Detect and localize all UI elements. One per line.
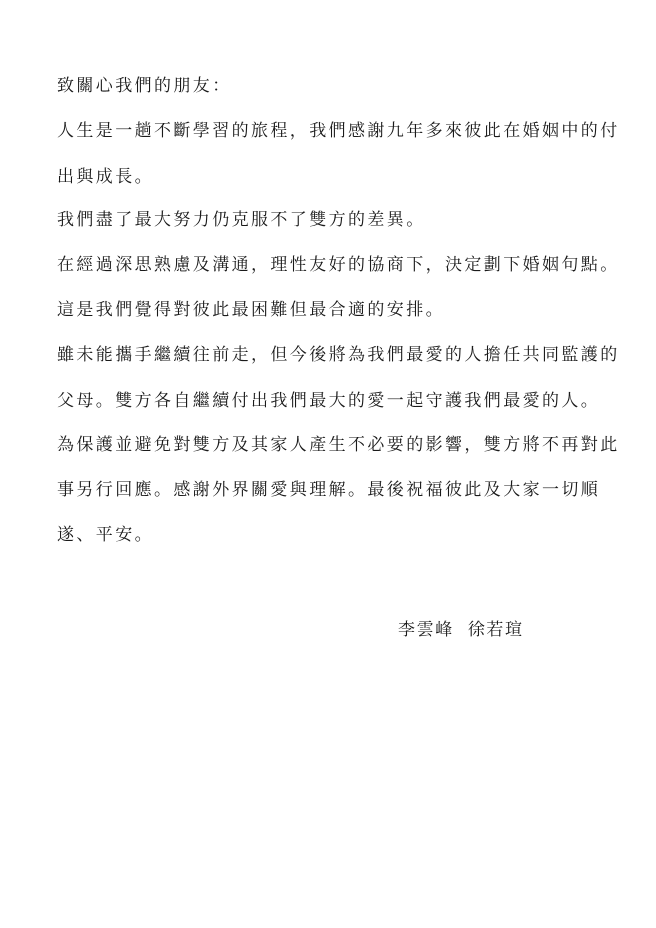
letter-line: 我們盡了最大努力仍克服不了雙方的差異。: [57, 210, 426, 230]
letter-line: 遂、平安。: [57, 525, 154, 545]
letter-line: 人生是一趟不斷學習的旅程，我們感謝九年多來彼此在婚姻中的付: [57, 121, 620, 141]
signature-name: 李雲峰: [398, 620, 454, 640]
letter-line: 父母。雙方各自繼續付出我們最大的愛一起守護我們最愛的人。: [57, 391, 601, 411]
salutation: 致關心我們的朋友：: [57, 76, 232, 96]
letter-line: 出與成長。: [57, 167, 154, 187]
letter-line: 雖未能攜手繼續往前走，但今後將為我們最愛的人擔任共同監護的: [57, 345, 620, 365]
letter-line: 在經過深思熟慮及溝通，理性友好的協商下，決定劃下婚姻句點。: [57, 255, 620, 275]
signature-name: 徐若瑄: [467, 620, 524, 640]
signature-block: [398, 619, 524, 641]
letter-line: 事另行回應。感謝外界關愛與理解。最後祝福彼此及大家一切順: [57, 480, 601, 500]
letter-line: 這是我們覺得對彼此最困難但最合適的安排。: [57, 300, 445, 320]
letter-line: 為保護並避免對雙方及其家人產生不必要的影響，雙方將不再對此: [57, 435, 620, 455]
